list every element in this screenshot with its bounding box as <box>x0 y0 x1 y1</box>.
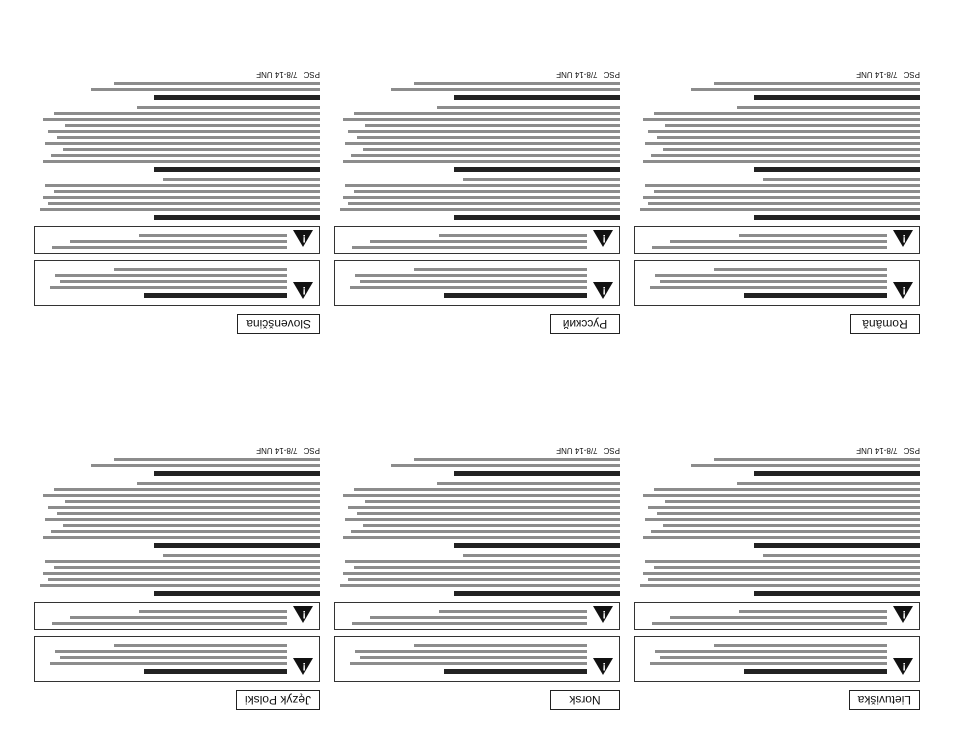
section-spray-guns <box>34 554 320 596</box>
section-cleaning <box>34 482 320 548</box>
warning-triangle-icon <box>593 230 613 247</box>
product-code: PSC <box>303 446 320 455</box>
warning-box <box>34 260 320 306</box>
warning-box <box>34 636 320 682</box>
section-heading <box>454 543 620 548</box>
thread-spec: 7/8-14 UNF <box>556 446 598 455</box>
section-heading <box>744 669 887 674</box>
section-heading <box>754 215 920 220</box>
language-tab-pl: Język Polski <box>236 690 320 710</box>
warning-triangle-icon <box>293 606 313 623</box>
warning-box <box>334 636 620 682</box>
section-technical-data <box>634 69 920 100</box>
product-code: PSC <box>603 70 620 79</box>
thread-spec: 7/8-14 UNF <box>256 446 298 455</box>
section-heading <box>154 95 320 100</box>
section-heading <box>754 167 920 172</box>
section-spray-guns <box>34 178 320 220</box>
section-technical-data <box>634 445 920 476</box>
section-heading <box>454 471 620 476</box>
pressure-warning-box <box>634 602 920 630</box>
product-code: PSC <box>903 70 920 79</box>
language-tab-ro: Română <box>850 314 920 334</box>
thread-spec: 7/8-14 UNF <box>856 446 898 455</box>
section-technical-data <box>334 69 620 100</box>
product-code: PSC <box>303 70 320 79</box>
section-technical-data <box>34 69 320 100</box>
warning-triangle-icon <box>893 282 913 299</box>
warning-triangle-icon <box>593 282 613 299</box>
section-cleaning <box>334 106 620 172</box>
product-code: PSC <box>903 446 920 455</box>
language-tab-ru: Русский <box>550 314 620 334</box>
section-cleaning <box>634 106 920 172</box>
section-technical-data <box>34 445 320 476</box>
language-tab-lt: Lietuviška <box>849 690 920 710</box>
section-heading <box>144 293 287 298</box>
warning-box <box>634 260 920 306</box>
column-no <box>334 394 620 710</box>
top-row <box>34 394 920 710</box>
section-heading <box>154 543 320 548</box>
section-heading <box>454 591 620 596</box>
warning-triangle-icon <box>293 282 313 299</box>
warning-triangle-icon <box>893 230 913 247</box>
section-spray-guns <box>334 554 620 596</box>
column-pl <box>34 394 320 710</box>
section-heading <box>154 591 320 596</box>
warning-box <box>634 636 920 682</box>
spec-line <box>634 69 920 79</box>
section-spray-guns <box>334 178 620 220</box>
product-code: PSC <box>603 446 620 455</box>
warning-triangle-icon <box>593 606 613 623</box>
column-ro <box>634 18 920 334</box>
bottom-row <box>34 18 920 334</box>
section-technical-data <box>334 445 620 476</box>
spec-line <box>334 69 620 79</box>
section-cleaning <box>334 482 620 548</box>
pressure-warning-box <box>334 226 620 254</box>
section-heading <box>454 95 620 100</box>
thread-spec: 7/8-14 UNF <box>856 70 898 79</box>
warning-triangle-icon <box>293 230 313 247</box>
language-tab-sl: Slovenščina <box>237 314 320 334</box>
column-lt <box>634 394 920 710</box>
pressure-warning-box <box>634 226 920 254</box>
section-cleaning <box>34 106 320 172</box>
section-heading <box>454 215 620 220</box>
section-heading <box>154 167 320 172</box>
section-heading <box>154 215 320 220</box>
section-spray-guns <box>634 554 920 596</box>
warning-triangle-icon <box>593 658 613 675</box>
pressure-warning-box <box>34 602 320 630</box>
section-heading <box>754 543 920 548</box>
section-heading <box>754 591 920 596</box>
section-heading <box>444 293 587 298</box>
language-tab-no: Norsk <box>550 690 620 710</box>
section-cleaning <box>634 482 920 548</box>
section-spray-guns <box>634 178 920 220</box>
pressure-warning-box <box>34 226 320 254</box>
section-heading <box>754 95 920 100</box>
warning-triangle-icon <box>893 606 913 623</box>
section-heading <box>144 669 287 674</box>
section-heading <box>754 471 920 476</box>
thread-spec: 7/8-14 UNF <box>256 70 298 79</box>
section-heading <box>454 167 620 172</box>
spec-line <box>34 445 320 455</box>
spec-line <box>634 445 920 455</box>
section-heading <box>444 669 587 674</box>
section-heading <box>154 471 320 476</box>
pressure-warning-box <box>334 602 620 630</box>
spec-line <box>334 445 620 455</box>
thread-spec: 7/8-14 UNF <box>556 70 598 79</box>
spec-line <box>34 69 320 79</box>
column-sl <box>34 18 320 334</box>
warning-triangle-icon <box>893 658 913 675</box>
section-heading <box>744 293 887 298</box>
warning-triangle-icon <box>293 658 313 675</box>
warning-box <box>334 260 620 306</box>
column-ru <box>334 18 620 334</box>
